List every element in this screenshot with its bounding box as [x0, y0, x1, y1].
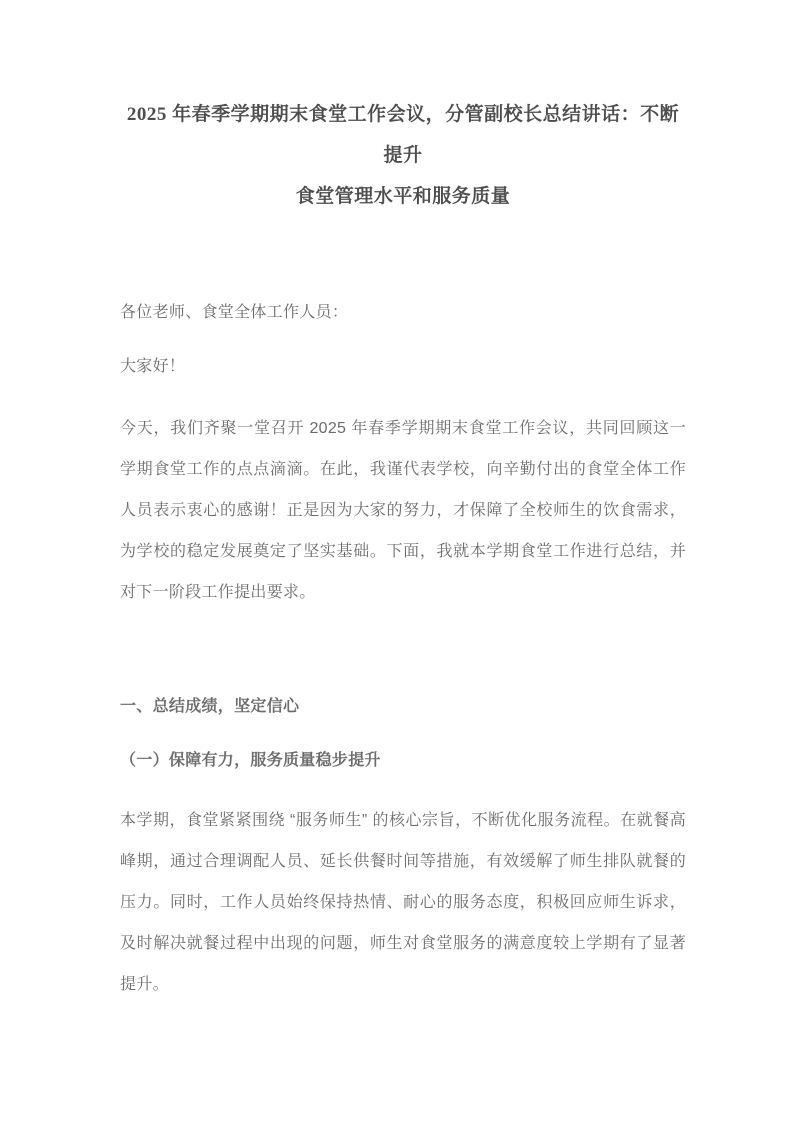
section-1-sub-1-heading: （一）保障有力，服务质量稳步提升 [120, 752, 381, 769]
greeting-line: 大家好！ [120, 358, 186, 375]
document-title-line2: 食堂管理水平和服务质量 [295, 186, 511, 207]
section-1-sub-1-paragraph: 本学期，食堂紧紧围绕 “服务师生” 的核心宗旨，不断优化服务流程。在就餐高峰期，通过合理调配人员、延长供餐时间等措施，有效缓解了师生排队就餐的压力。同时，工作人员始终保持热情、耐心的服务态度，积极回应师生诉求，及时解决就餐过程中出现的问题，师生对食堂服务的满意度较上学期有了显著提升。 [120, 812, 686, 993]
document-title [120, 94, 686, 217]
document-title-line1: 2025 年春季学期期末食堂工作会议，分管副校长总结讲话：不断提升 [126, 104, 680, 166]
intro-paragraph: 今天，我们齐聚一堂召开 2025 年春季学期期末食堂工作会议，共同回顾这一学期食堂工作的点点滴滴。在此，我谨代表学校，向辛勤付出的食堂全体工作人员表示衷心的感谢！正是因为大家的努力，才保障了全校师生的饮食需求，为学校的稳定发展奠定了坚实基础。下面，我就本学期食堂工作进行总结，并对下一阶段工作提出要求。 [120, 420, 686, 601]
salutation-line: 各位老师、食堂全体工作人员： [120, 304, 349, 321]
section-1-heading: 一、总结成绩，坚定信心 [120, 698, 300, 715]
